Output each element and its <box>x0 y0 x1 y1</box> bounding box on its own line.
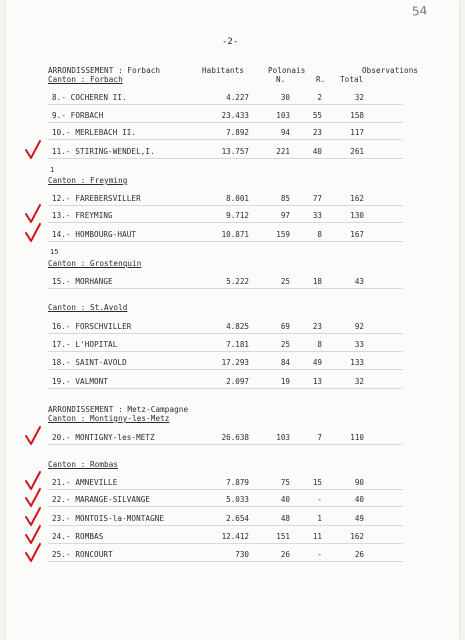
polonais-n-value: 85 <box>280 194 290 203</box>
commune-label: 17.- L'HOPITAL <box>52 340 118 349</box>
canton-heading: Canton : Montigny-les-Metz <box>48 414 170 423</box>
habitants-value: 730 <box>235 550 249 559</box>
polonais-n-value: 103 <box>276 111 290 120</box>
row-divider <box>48 369 403 370</box>
arrondissement-heading: ARRONDISSEMENT : Metz-Campagne <box>48 405 189 414</box>
habitants-value: 23.433 <box>221 111 249 120</box>
total-value: 117 <box>350 128 364 137</box>
polonais-n-value: 75 <box>280 478 290 487</box>
habitants-value: 8.001 <box>226 194 249 203</box>
handwritten-mark: 15 <box>50 248 59 256</box>
habitants-value: 5.033 <box>226 495 249 504</box>
total-value: 92 <box>354 322 364 331</box>
habitants-value: 10.871 <box>221 230 249 239</box>
total-value: 32 <box>354 377 364 386</box>
commune-label: 9.- FORBACH <box>52 111 104 120</box>
commune-label: 21.- AMNEVILLE <box>52 478 118 487</box>
polonais-r-value: 13 <box>312 377 322 386</box>
polonais-r-value: 33 <box>312 211 322 220</box>
total-value: 26 <box>354 550 364 559</box>
col-observations: Observations <box>362 66 419 75</box>
polonais-n-value: 159 <box>276 230 290 239</box>
polonais-n-value: 84 <box>280 358 290 367</box>
polonais-r-value: - <box>317 550 322 559</box>
commune-label: 8.- COCHEREN II. <box>52 93 127 102</box>
checkmark-icon <box>24 542 42 564</box>
habitants-value: 13.757 <box>221 147 249 156</box>
canton-heading: Canton : Freyming <box>48 176 128 185</box>
row-divider <box>48 525 403 526</box>
row-divider <box>48 158 403 159</box>
checkmark-icon <box>24 222 42 244</box>
polonais-r-value: 15 <box>312 478 322 487</box>
polonais-n-value: 48 <box>280 514 290 523</box>
canton-heading: Canton : Rombas <box>48 460 119 469</box>
polonais-n-value: 30 <box>280 93 290 102</box>
handwritten-mark: 1 <box>50 166 55 174</box>
commune-label: 15.- MORHANGE <box>52 277 113 286</box>
habitants-value: 7.879 <box>226 478 249 487</box>
commune-label: 23.- MONTOIS-la-MONTAGNE <box>52 514 165 523</box>
polonais-r-value: 55 <box>312 111 322 120</box>
total-value: 133 <box>350 358 364 367</box>
polonais-n-value: 94 <box>280 128 290 137</box>
habitants-value: 5.222 <box>226 277 249 286</box>
polonais-n-value: 97 <box>280 211 290 220</box>
polonais-n-value: 25 <box>280 340 290 349</box>
commune-label: 18.- SAINT-AVOLD <box>52 358 127 367</box>
polonais-n-value: 69 <box>280 322 290 331</box>
polonais-r-value: 77 <box>312 194 322 203</box>
row-divider <box>48 506 403 507</box>
row-divider <box>48 351 403 352</box>
total-value: 162 <box>350 532 364 541</box>
habitants-value: 9.712 <box>226 211 249 220</box>
habitants-value: 2.097 <box>226 377 249 386</box>
checkmark-icon <box>24 425 42 447</box>
col-habitants: Habitants <box>202 66 245 75</box>
polonais-r-value: 1 <box>317 514 322 523</box>
total-value: 43 <box>354 277 364 286</box>
total-value: 49 <box>354 514 364 523</box>
row-divider <box>48 561 403 562</box>
habitants-value: 4.227 <box>226 93 249 102</box>
row-divider <box>48 122 403 123</box>
habitants-value: 2.654 <box>226 514 249 523</box>
habitants-value: 4.825 <box>226 322 249 331</box>
total-value: 158 <box>350 111 364 120</box>
canton-heading: Canton : Forbach <box>48 75 123 84</box>
commune-label: 22.- MARANGE-SILVANGE <box>52 495 151 504</box>
commune-label: 14.- HOMBOURG-HAUT <box>52 230 137 239</box>
habitants-value: 7.892 <box>226 128 249 137</box>
polonais-n-value: 151 <box>276 532 290 541</box>
polonais-n-value: 103 <box>276 433 290 442</box>
row-divider <box>48 205 403 206</box>
col-r: R. <box>316 75 326 84</box>
polonais-r-value: 18 <box>312 277 322 286</box>
row-divider <box>48 388 403 389</box>
arrondissement-heading: ARRONDISSEMENT : Forbach <box>48 66 161 75</box>
habitants-value: 7.181 <box>226 340 249 349</box>
col-polonais: Polonais <box>268 66 306 75</box>
commune-label: 13.- FREYMING <box>52 211 113 220</box>
polonais-r-value: 40 <box>312 147 322 156</box>
polonais-n-value: 25 <box>280 277 290 286</box>
polonais-r-value: 8 <box>317 340 322 349</box>
row-divider <box>48 489 403 490</box>
total-value: 167 <box>350 230 364 239</box>
total-value: 32 <box>354 93 364 102</box>
polonais-r-value: 11 <box>312 532 322 541</box>
total-value: 110 <box>350 433 364 442</box>
commune-label: 25.- RONCOURT <box>52 550 113 559</box>
polonais-r-value: 7 <box>317 433 322 442</box>
polonais-n-value: 40 <box>280 495 290 504</box>
habitants-value: 12.412 <box>221 532 249 541</box>
total-value: 162 <box>350 194 364 203</box>
commune-label: 10.- MERLEBACH II. <box>52 128 137 137</box>
commune-label: 20.- MONTIGNY-les-METZ <box>52 433 155 442</box>
polonais-r-value: 49 <box>312 358 322 367</box>
polonais-r-value: - <box>317 495 322 504</box>
row-divider <box>48 139 403 140</box>
commune-label: 16.- FORSCHVILLER <box>52 322 132 331</box>
row-divider <box>48 241 403 242</box>
polonais-n-value: 26 <box>280 550 290 559</box>
commune-label: 11.- STIRING-WENDEL,I. <box>52 147 155 156</box>
polonais-r-value: 8 <box>317 230 322 239</box>
row-divider <box>48 222 403 223</box>
document-page <box>6 0 459 640</box>
canton-heading: Canton : Grostenquin <box>48 259 142 268</box>
polonais-r-value: 2 <box>317 93 322 102</box>
total-value: 90 <box>354 478 364 487</box>
row-divider <box>48 104 403 105</box>
total-value: 130 <box>350 211 364 220</box>
row-divider <box>48 543 403 544</box>
corner-page-number: 54 <box>411 3 428 19</box>
row-divider <box>48 288 403 289</box>
polonais-n-value: 221 <box>276 147 290 156</box>
page-number: -2- <box>222 37 239 47</box>
commune-label: 12.- FAREBERSVILLER <box>52 194 141 203</box>
checkmark-icon <box>24 139 42 161</box>
total-value: 33 <box>354 340 364 349</box>
row-divider <box>48 333 403 334</box>
total-value: 261 <box>350 147 364 156</box>
canton-heading: Canton : St.Avold <box>48 303 128 312</box>
polonais-r-value: 23 <box>312 322 322 331</box>
habitants-value: 26.638 <box>221 433 249 442</box>
polonais-r-value: 23 <box>312 128 322 137</box>
polonais-n-value: 19 <box>280 377 290 386</box>
commune-label: 19.- VALMONT <box>52 377 109 386</box>
row-divider <box>48 444 403 445</box>
commune-label: 24.- ROMBAS <box>52 532 104 541</box>
habitants-value: 17.293 <box>221 358 249 367</box>
col-n: N. <box>276 75 286 84</box>
col-total: Total <box>340 75 364 84</box>
total-value: 40 <box>354 495 364 504</box>
